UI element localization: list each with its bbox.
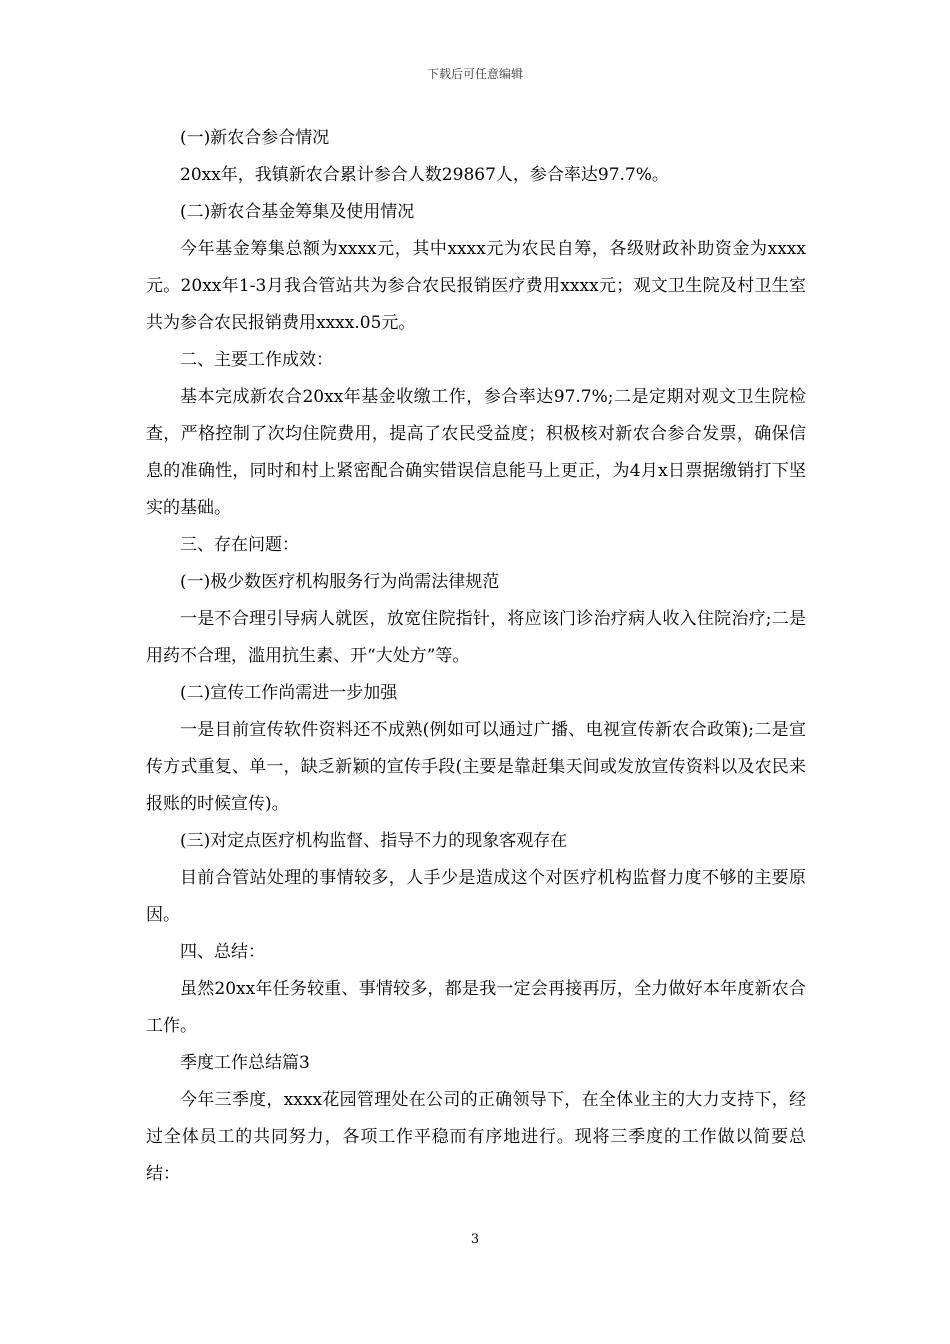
- page-header: 下载后可任意编辑: [426, 67, 523, 81]
- paragraph-regulation: 一是不合理引导病人就医，放宽住院指针，将应该门诊治疗病人收入住院治疗;二是用药不合理，滥用抗生素、开“大处方”等。: [146, 609, 806, 666]
- section-heading-participation: (一)新农合参合情况: [180, 128, 330, 148]
- section-heading-achievements: 二、主要工作成效：: [180, 350, 333, 370]
- subheading-regulation: (一)极少数医疗机构服务行为尚需法律规范: [180, 572, 500, 592]
- paragraph-supervision: 目前合管站处理的事情较多，人手少是造成这个对医疗机构监督力度不够的主要原因。: [146, 868, 806, 925]
- subheading-supervision: (三)对定点医疗机构监督、指导不力的现象客观存在: [180, 831, 568, 851]
- section-heading-summary: 四、总结：: [180, 942, 265, 962]
- subheading-publicity: (二)宣传工作尚需进一步加强: [180, 683, 398, 703]
- section-heading-problems: 三、存在问题：: [180, 535, 299, 555]
- section-heading-fund: (二)新农合基金筹集及使用情况: [180, 202, 415, 222]
- paragraph-publicity: 一是目前宣传软件资料还不成熟(例如可以通过广播、电视宣传新农合政策);二是宣传方式重复、单一，缺乏新颖的宣传手段(主要是靠赶集天间或发放宣传资料以及农民来报账的时候宣传)。: [146, 720, 806, 814]
- page-number: 3: [470, 1232, 480, 1247]
- paragraph-achievements: 基本完成新农合20xx年基金收缴工作，参合率达97.7%;二是定期对观文卫生院检查，严格控制了次均住院费用，提高了农民受益度；积极核对新农合参合发票，确保信息的准确性，同时和村上紧密配合确实错误信息能马上更正，为4月x日票据缴销打下坚实的基础。: [146, 387, 806, 518]
- article-title-part3: 季度工作总结篇3: [180, 1053, 310, 1073]
- paragraph-summary: 虽然20xx年任务较重、事情较多，都是我一定会再接再厉，全力做好本年度新农合工作。: [146, 979, 806, 1036]
- paragraph-participation: 20xx年，我镇新农合累计参合人数29867人，参合率达97.7%。: [180, 165, 669, 185]
- paragraph-fund: 今年基金筹集总额为xxxx元，其中xxxx元为农民自筹，各级财政补助资金为xxxx元。20xx年1-3月我合管站共为参合农民报销医疗费用xxxx元；观文卫生院及村卫生室共为参合农民报销费用xxxx.05元。: [146, 239, 806, 333]
- paragraph-q3-intro: 今年三季度，xxxx花园管理处在公司的正确领导下，在全体业主的大力支持下，经过全体员工的共同努力，各项工作平稳而有序地进行。现将三季度的工作做以简要总结：: [146, 1090, 806, 1184]
- document-body: [146, 120, 806, 1193]
